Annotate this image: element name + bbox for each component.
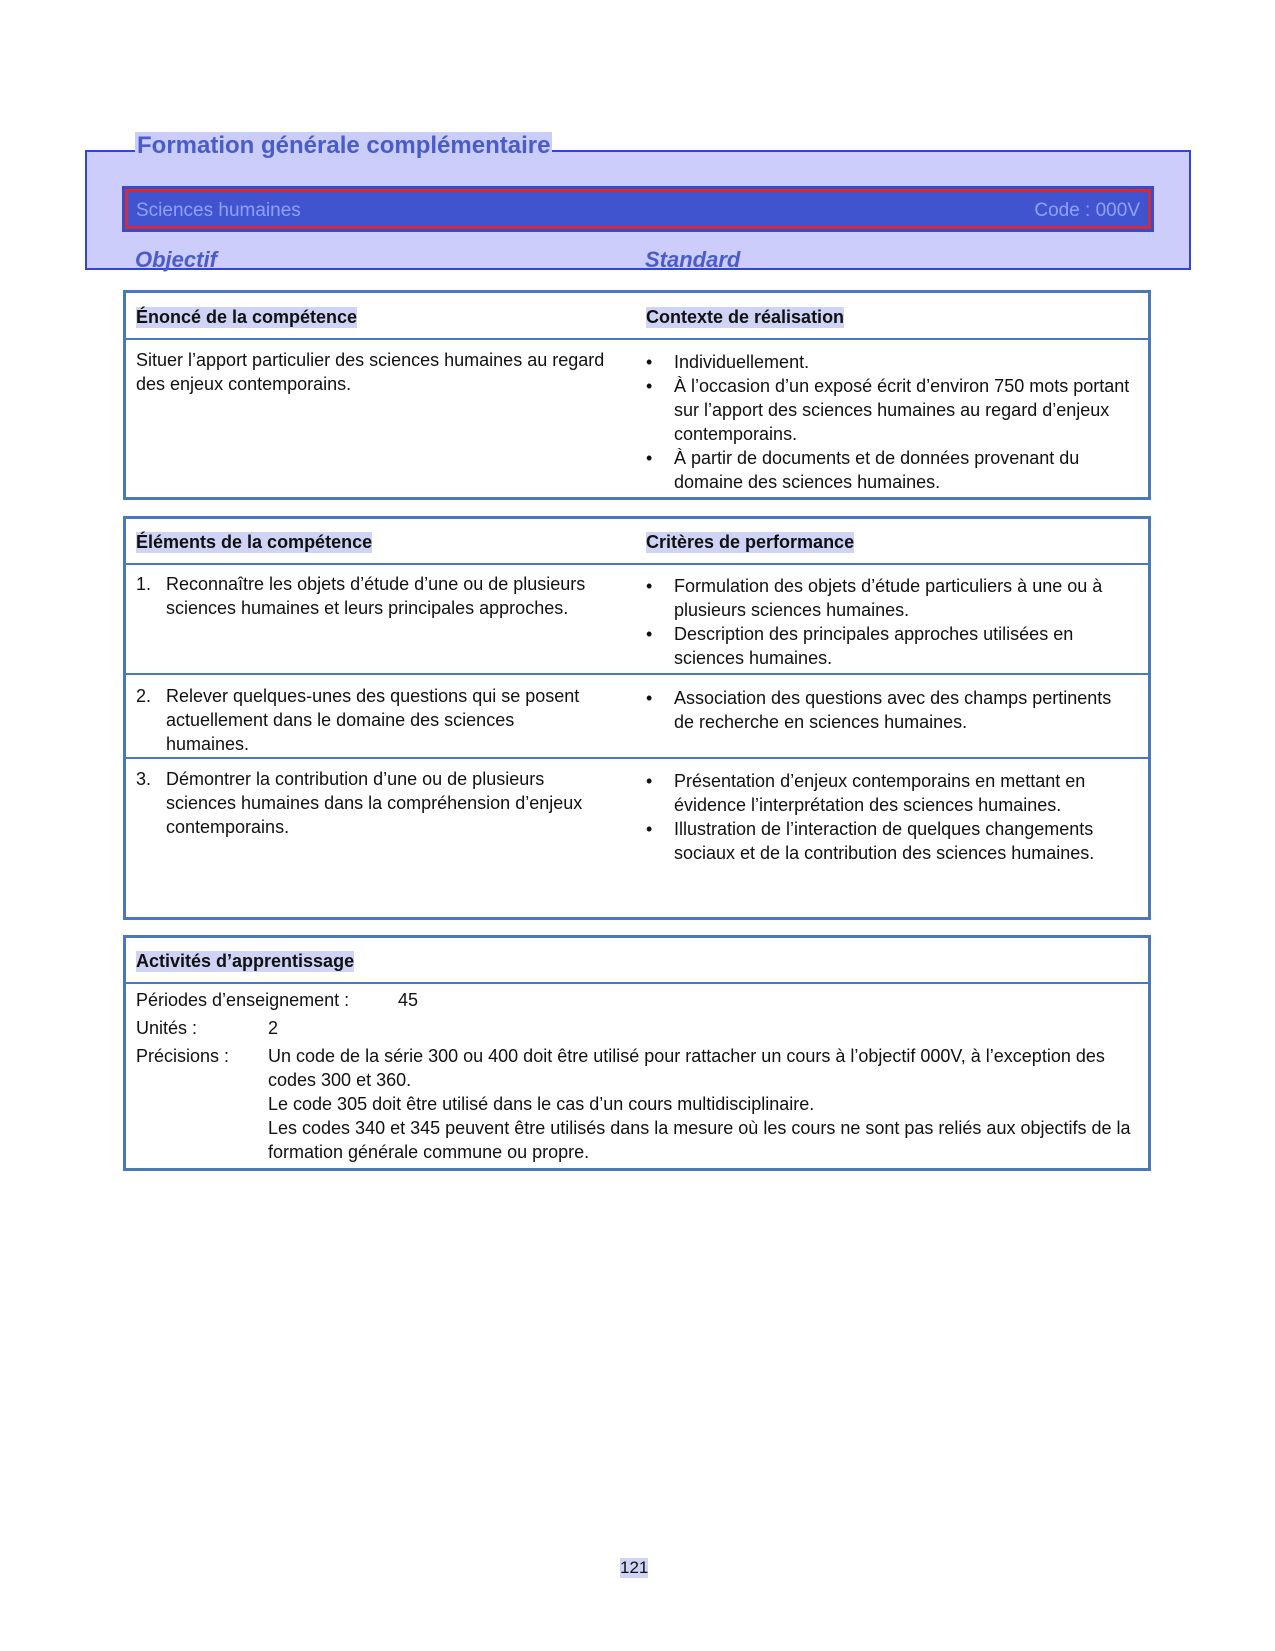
elements-header: Éléments de la compétence bbox=[136, 532, 373, 552]
criteria-list bbox=[646, 769, 1136, 865]
units-value: 2 bbox=[268, 1018, 279, 1038]
periods-label: Périodes d’enseignement : bbox=[136, 990, 350, 1010]
criteria-item: • Présentation d’enjeux contemporains en mettant en évidence l’interprétation des sciences humaines. bbox=[646, 769, 1136, 817]
page-number: 121 bbox=[620, 1558, 649, 1577]
page-title: Formation générale complémentaire bbox=[137, 132, 551, 159]
periods-value: 45 bbox=[398, 990, 419, 1010]
precisions-label: Précisions : bbox=[136, 1046, 230, 1066]
course-bar bbox=[125, 189, 1151, 229]
element-text: Démontrer la contribution d’une ou de plusieurs sciences humaines dans la compréhension d’enjeux contemporains. bbox=[166, 769, 583, 837]
divider bbox=[126, 563, 1148, 565]
course-code: Code : 000V bbox=[1034, 200, 1140, 221]
activities-header: Activités d’apprentissage bbox=[136, 951, 355, 971]
competence-statement-header: Énoncé de la compétence bbox=[136, 307, 358, 327]
divider bbox=[126, 982, 1148, 984]
divider bbox=[126, 757, 1148, 759]
activities-box bbox=[123, 935, 1151, 1171]
objectif-heading: Objectif bbox=[135, 247, 217, 272]
elements-box bbox=[123, 516, 1151, 920]
element-text: Reconnaître les objets d’étude d’une ou de plusieurs sciences humaines et leurs principales approches. bbox=[166, 574, 586, 618]
criteria-item: • Formulation des objets d’étude particuliers à une ou à plusieurs sciences humaines. bbox=[646, 574, 1146, 622]
precision-item: Les codes 340 et 345 peuvent être utilisés dans la mesure où les cours ne sont pas reliés aux objectifs de la formation générale commune ou propre. bbox=[268, 1118, 1131, 1162]
element-number: 1. bbox=[136, 574, 152, 594]
context-item: • Individuellement. bbox=[646, 350, 1136, 374]
context-item: • À partir de documents et de données provenant du domaine des sciences humaines. bbox=[646, 446, 1136, 494]
units-label: Unités : bbox=[136, 1018, 198, 1038]
element-text: Relever quelques-unes des questions qui se posent actuellement dans le domaine des sciences humaines. bbox=[166, 686, 580, 754]
precision-item: Le code 305 doit être utilisé dans le cas d’un cours multidisciplinaire. bbox=[268, 1094, 815, 1114]
precision-item: Un code de la série 300 ou 400 doit être utilisé pour rattacher un cours à l’objectif 000V, à l’exception des codes 300 et 360. bbox=[268, 1046, 1105, 1090]
element-number: 3. bbox=[136, 769, 152, 789]
criteria-list bbox=[646, 686, 1136, 734]
criteria-item: • Illustration de l’interaction de quelques changements sociaux et de la contribution des sciences humaines. bbox=[646, 817, 1136, 865]
divider bbox=[126, 338, 1148, 340]
element-number: 2. bbox=[136, 686, 152, 706]
context-list bbox=[646, 350, 1136, 494]
criteria-list bbox=[646, 574, 1146, 670]
precisions-block bbox=[268, 1044, 1134, 1164]
criteria-header: Critères de performance bbox=[646, 532, 855, 552]
context-item: • À l’occasion d’un exposé écrit d’environ 750 mots portant sur l’apport des sciences humaines au regard d’enjeux contemporains. bbox=[646, 374, 1136, 446]
standard-heading: Standard bbox=[645, 247, 741, 272]
divider bbox=[126, 673, 1148, 675]
context-header: Contexte de réalisation bbox=[646, 307, 845, 327]
competence-box bbox=[123, 290, 1151, 500]
criteria-item: • Description des principales approches utilisées en sciences humaines. bbox=[646, 622, 1146, 670]
competence-statement: Situer l’apport particulier des sciences humaines au regard des enjeux contemporains. bbox=[136, 350, 605, 394]
criteria-item: • Association des questions avec des champs pertinents de recherche en sciences humaines. bbox=[646, 686, 1136, 734]
course-name: Sciences humaines bbox=[136, 200, 301, 221]
